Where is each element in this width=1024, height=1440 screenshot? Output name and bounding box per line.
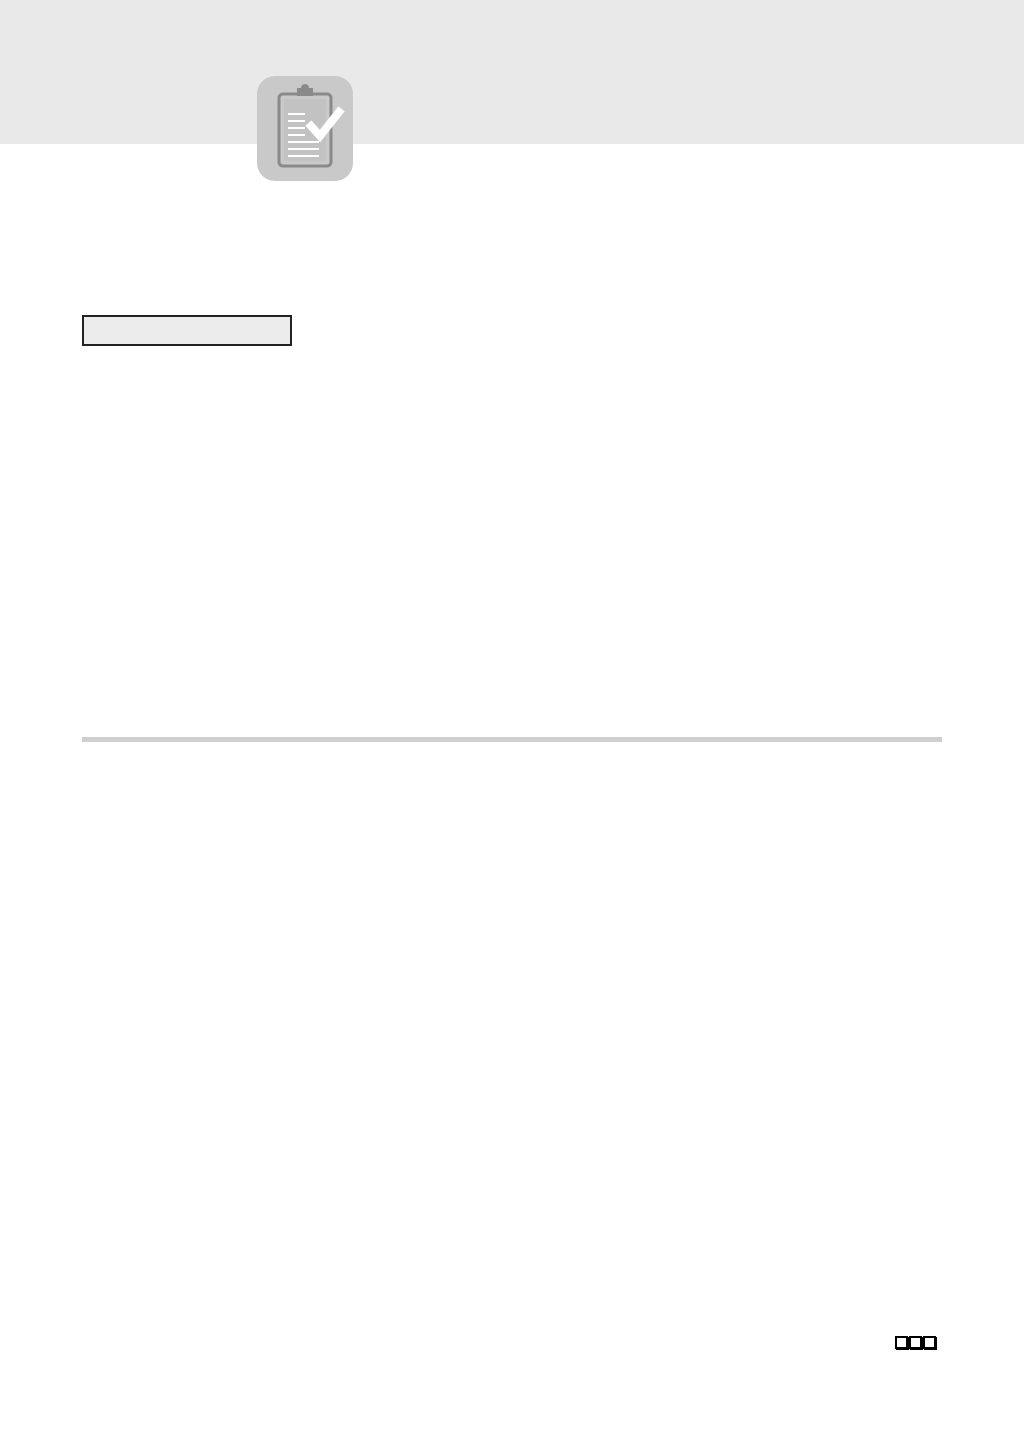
supplementary-material-heading — [82, 315, 292, 346]
clipboard-check-icon — [257, 76, 353, 181]
header-band — [0, 0, 1024, 144]
section-divider — [82, 737, 942, 742]
end-marks-icon — [895, 1336, 936, 1349]
